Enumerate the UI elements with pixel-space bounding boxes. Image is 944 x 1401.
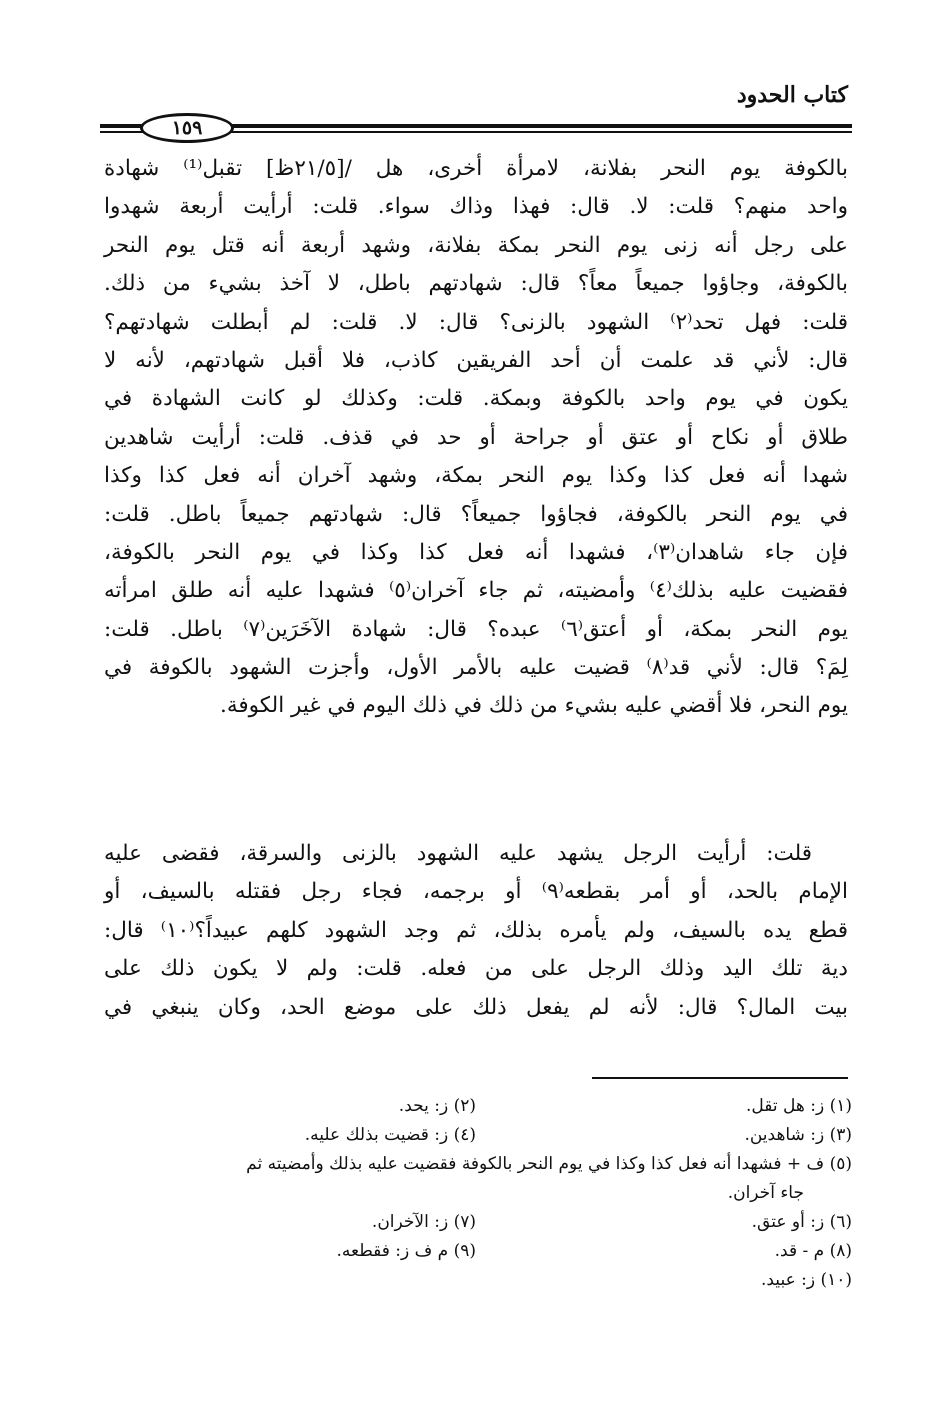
text-line: فقضيت عليه بذلك⁽٤⁾ وأمضيته، ثم جاء آخران⁽٥⁾ فشهدا عليه أنه طلق امرأته — [104, 578, 848, 604]
text-line: قطع يده بالسيف، ولم يأمره بذلك، ثم وجد الشهود كلهم عبيداً؟⁽١٠⁾ قال: — [104, 917, 848, 943]
footnote-row — [100, 1121, 852, 1150]
text-line: لِمَ؟ قال: لأني قد⁽٨⁾ قضيت عليه بالأمر الأول، وأجزت الشهود بالكوفة في — [104, 655, 848, 681]
footnote-row — [100, 1237, 852, 1266]
text-line: يوم النحر بمكة، أو أعتق⁽٦⁾ عبده؟ قال: شهادة الآخَرَين⁽٧⁾ باطل. قلت: — [104, 616, 849, 642]
footnote-row — [100, 1266, 852, 1295]
footnote-3: (٣) ز: شاهدين. — [744, 1125, 852, 1145]
text-line: بالكوفة يوم النحر بفلانة، لامرأة أخرى، هل /[٢١/٥ظ] تقبل⁽¹⁾ شهادة — [104, 156, 848, 181]
footnote-row — [100, 1208, 852, 1237]
footnote-row — [100, 1150, 852, 1179]
footnote-1: (١) ز: هل تقل. — [745, 1096, 852, 1116]
text-line: قلت: فهل تحد⁽٢⁾ الشهود بالزنى؟ قال: لا. قلت: لم أبطلت شهادتهم؟ — [104, 309, 848, 335]
text-line: طلاق أو نكاح أو عتق أو جراحة أو حد في قذف. قلت: أرأيت شاهدين — [104, 424, 848, 450]
footnote-row — [100, 1092, 852, 1121]
footnote-6: (٦) ز: أو عتق. — [751, 1212, 852, 1232]
text-line: قال: لأني قد علمت أن أحد الفريقين كاذب، فلا أقبل شهادتهم، لأنه لا — [104, 347, 848, 373]
text-line: يكون في يوم واحد بالكوفة وبمكة. قلت: وكذلك لو كانت الشهادة في — [104, 386, 848, 412]
footnote-2: (٢) ز: يحد. — [398, 1096, 476, 1116]
paragraph-1 — [104, 150, 848, 726]
paragraph-2 — [104, 835, 848, 1027]
text-line: شهدا أنه فعل كذا وكذا يوم النحر بمكة، وشهد آخران أنه فعل كذا وكذا — [104, 463, 848, 489]
footnotes — [100, 1092, 852, 1295]
footnote-5: (٥) ف + فشهدا أنه فعل كذا وكذا في يوم النحر بالكوفة فقضيت عليه بذلك وأمضيته ثم — [246, 1154, 852, 1174]
text-line: الإمام بالحد، أو أمر بقطعه⁽٩⁾ أو برجمه، فجاء رجل فقتله بالسيف، أو — [104, 879, 848, 905]
footnote-4: (٤) ز: قضيت بذلك عليه. — [304, 1125, 476, 1145]
page-number-badge: ١٥٩ — [140, 113, 234, 143]
text-line: واحد منهم؟ قلت: لا. قال: فهذا وذاك سواء. قلت: أرأيت أربعة شهدوا — [104, 194, 848, 220]
footnote-5-continuation: جاء آخران. — [727, 1183, 804, 1203]
footnote-10: (١٠) ز: عبيد. — [760, 1270, 852, 1290]
text-line: قلت: أرأيت الرجل يشهد عليه الشهود بالزنى والسرقة، فقضى عليه — [104, 841, 812, 866]
text-line: على رجل أنه زنى يوم النحر بمكة بفلانة، وشهد أربعة أنه قتل يوم النحر — [104, 232, 848, 258]
text-line: يوم النحر، فلا أقضي عليه بشيء من ذلك في ذلك اليوم في غير الكوفة. — [220, 693, 848, 719]
text-line: فإن جاء شاهدان⁽٣⁾، فشهدا أنه فعل كذا وكذا في يوم النحر بالكوفة، — [104, 539, 848, 565]
footnote-9: (٩) م ف ز: فقطعه. — [336, 1241, 476, 1261]
text-line: بالكوفة، وجاؤوا جميعاً معاً؟ قال: شهادتهم باطل، لا آخذ بشيء من ذلك. — [104, 271, 848, 297]
text-line: بيت المال؟ قال: لأنه لم يفعل ذلك على موضع الحد، وكان ينبغي في — [104, 994, 848, 1020]
footnote-separator — [592, 1077, 848, 1079]
footnote-7: (٧) ز: الآخران. — [371, 1212, 476, 1232]
text-line: دية تلك اليد وذلك الرجل على من فعله. قلت: ولم لا يكون ذلك على — [104, 956, 848, 982]
running-header-title: كتاب الحدود — [736, 82, 848, 108]
footnote-8: (٨) م - قد. — [774, 1241, 852, 1261]
text-line: في يوم النحر بالكوفة، فجاؤوا جميعاً؟ قال: شهادتهم جميعاً باطل. قلت: — [104, 501, 848, 527]
